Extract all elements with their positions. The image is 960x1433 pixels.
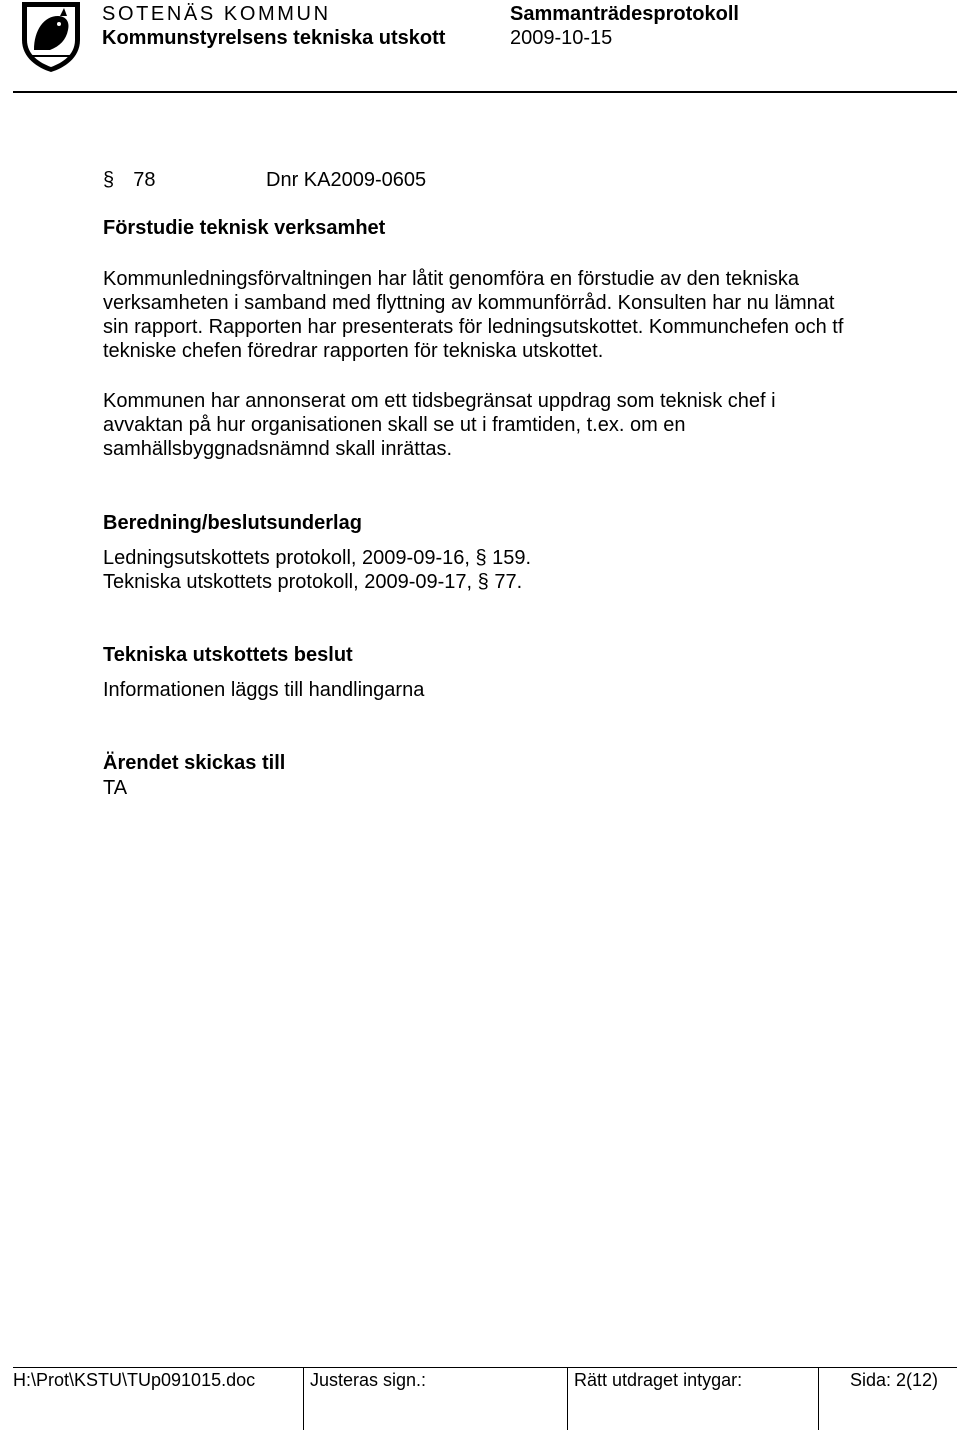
prep-item-number: 159. [492, 547, 532, 569]
section-symbol: § [475, 547, 487, 569]
prep-item-text: Tekniska utskottets protokoll, 2009-09-17, [103, 571, 473, 593]
footer-column-separator [567, 1368, 568, 1430]
section-heading [103, 168, 156, 192]
paragraph-line: tekniske chefen föredrar rapporten för tekniska utskottet. [103, 340, 604, 362]
footer-column-separator [303, 1368, 304, 1430]
header-divider [13, 91, 957, 93]
paragraph-line: Kommunledningsförvaltningen har låtit genomföra en förstudie av den tekniska [103, 268, 799, 290]
prep-item [103, 546, 531, 570]
case-title: Förstudie teknisk verksamhet [103, 217, 386, 239]
prep-item-text: Ledningsutskottets protokoll, 2009-09-16, [103, 547, 470, 569]
sent-heading: Ärendet skickas till [103, 752, 286, 774]
paragraph-line: sin rapport. Rapporten har presenterats för ledningsutskottet. Kommunchefen och tf [103, 316, 844, 338]
section-number: 78 [133, 169, 156, 191]
decision-heading: Tekniska utskottets beslut [103, 644, 353, 666]
decision-text: Informationen läggs till handlingarna [103, 679, 425, 701]
paragraph-line: Kommunen har annonserat om ett tidsbegränsat uppdrag som teknisk chef i [103, 390, 776, 412]
prep-item-number: 77. [494, 571, 523, 593]
footer-column-separator [818, 1368, 819, 1430]
adjust-sign-label: Justeras sign.: [310, 1370, 427, 1390]
prep-heading: Beredning/beslutsunderlag [103, 512, 362, 534]
paragraph-line: samhällsbyggnadsnämnd skall inrättas. [103, 438, 453, 460]
committee-name: Kommunstyrelsens tekniska utskott [102, 27, 446, 49]
certify-label: Rätt utdraget intygar: [574, 1370, 743, 1390]
document-type: Sammanträdesprotokoll [510, 3, 739, 25]
file-path: H:\Prot\KSTU\TUp091015.doc [13, 1370, 256, 1390]
sotenas-coat-of-arms-logo [20, 0, 82, 74]
page-number: Sida: 2(12) [850, 1370, 939, 1390]
section-symbol: § [477, 571, 489, 593]
paragraph-line: avvaktan på hur organisationen skall se ut i framtiden, t.ex. om en [103, 414, 686, 436]
dnr: Dnr KA2009-0605 [266, 169, 427, 191]
org-name: SOTENÄS KOMMUN [102, 3, 331, 25]
prep-item [103, 570, 522, 594]
sent-to: TA [103, 777, 128, 799]
section-symbol: § [103, 169, 115, 191]
footer [13, 1367, 957, 1431]
footer-divider [13, 1367, 957, 1368]
paragraph-line: verksamheten i samband med flyttning av kommunförråd. Konsulten har nu lämnat [103, 292, 835, 314]
meeting-date: 2009-10-15 [510, 27, 613, 49]
